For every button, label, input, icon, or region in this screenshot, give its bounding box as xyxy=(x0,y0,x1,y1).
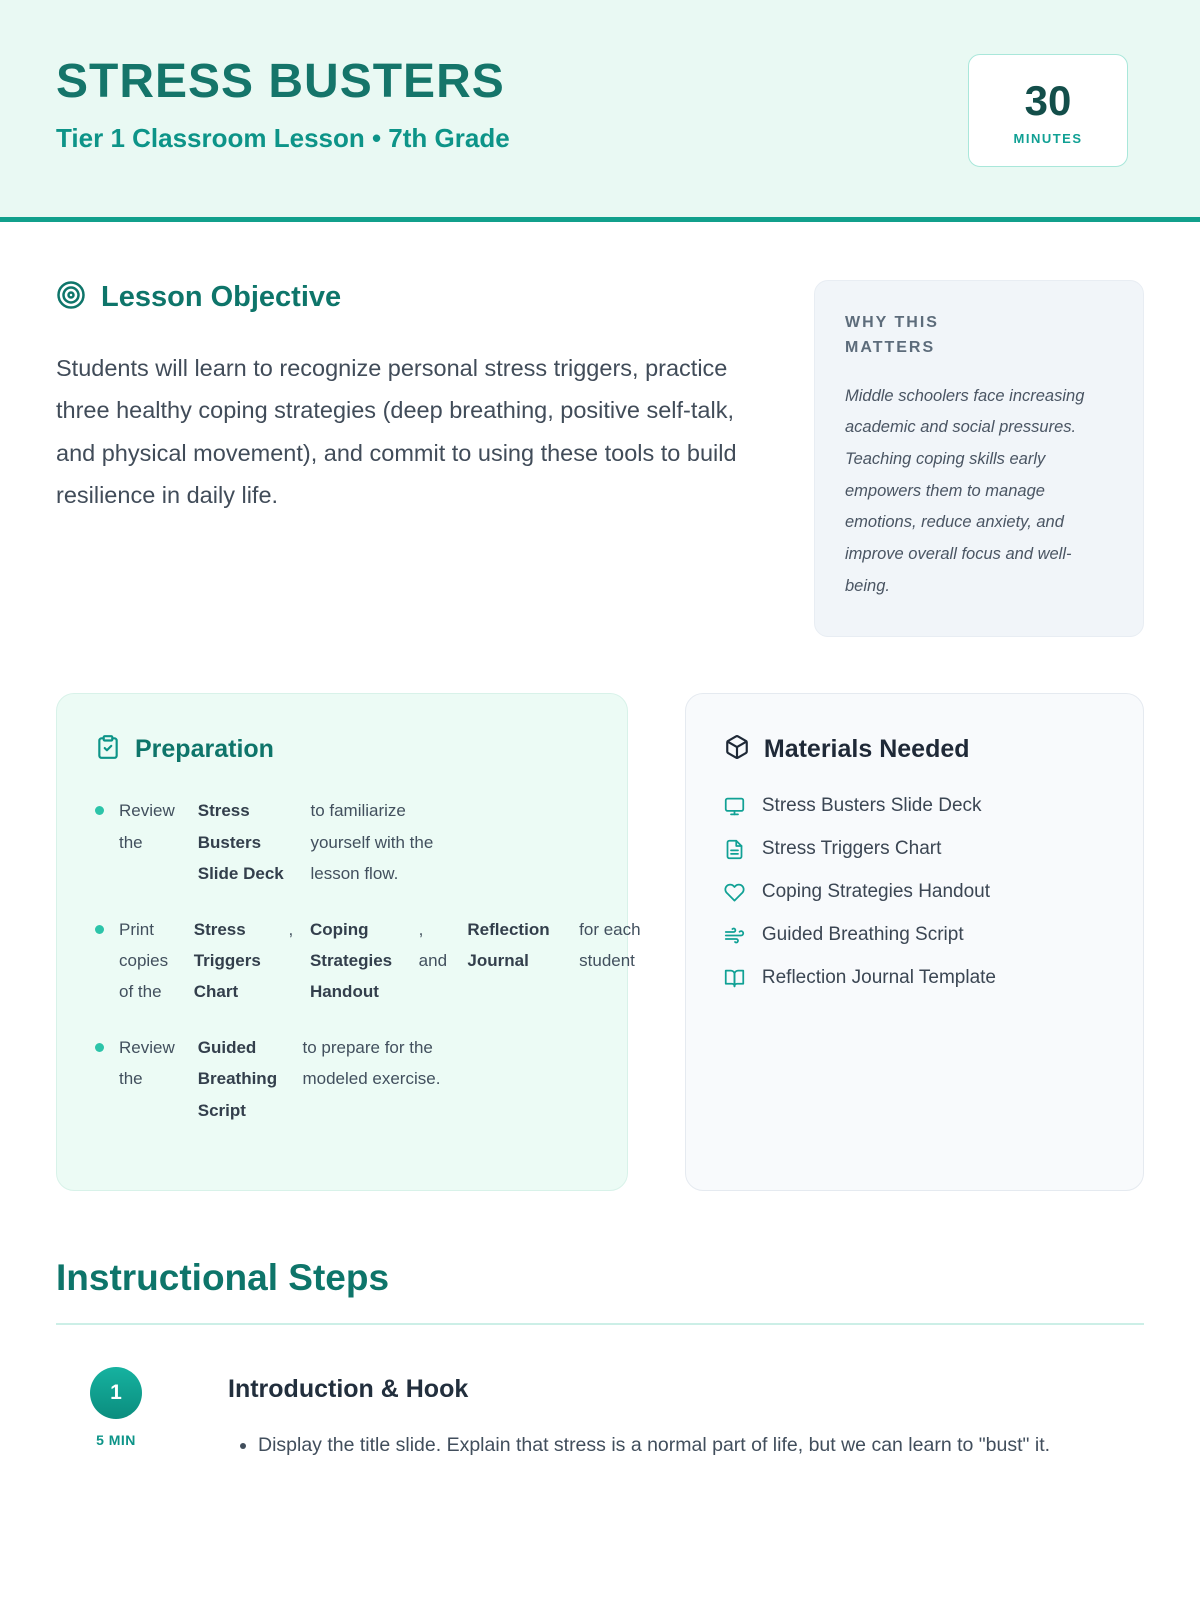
step-title: Introduction & Hook xyxy=(228,1375,469,1404)
prep-text-segment: to familiarize yourself with the lesson flow. xyxy=(310,801,434,884)
material-item xyxy=(724,924,1105,946)
prep-text-segment: , and xyxy=(418,919,448,971)
step-bullet: • Display the title slide. Explain that stress is a normal part of life, but we can learn to "bust" it. xyxy=(258,1428,1138,1463)
preparation-item-text xyxy=(119,914,641,1008)
step-bullet-list xyxy=(228,1428,1144,1463)
bullet-dot-icon xyxy=(95,1043,104,1052)
material-label: Guided Breathing Script xyxy=(761,924,964,946)
preparation-item-text xyxy=(119,1032,444,1126)
materials-card xyxy=(685,693,1144,1191)
preparation-item xyxy=(95,795,589,889)
duration-unit: MINUTES xyxy=(1013,131,1083,146)
package-icon xyxy=(724,734,750,765)
bullet-dot-icon xyxy=(95,806,104,815)
step-badge-column xyxy=(56,1367,176,1463)
step-number-badge: 1 xyxy=(90,1367,142,1419)
prep-text-segment: Print copies of the xyxy=(119,919,169,1002)
why-matters-heading: WHY THIS MATTERS xyxy=(845,314,939,356)
material-label: Stress Triggers Chart xyxy=(761,838,942,860)
preparation-item-text xyxy=(119,795,450,889)
material-item xyxy=(724,838,1105,860)
step-body xyxy=(228,1367,1144,1463)
preparation-item xyxy=(95,914,641,1008)
header-titles xyxy=(56,54,510,154)
prep-bold-segment: Coping Strategies Handout xyxy=(309,919,393,1002)
bullet-dot-icon xyxy=(95,925,104,934)
heart-icon xyxy=(724,882,745,903)
cards-row xyxy=(56,693,1144,1191)
prep-text-segment: Review the xyxy=(119,801,175,852)
instructional-steps-section xyxy=(56,1257,1144,1463)
objective-row xyxy=(56,280,1144,637)
preparation-item xyxy=(95,1032,589,1126)
book-open-icon xyxy=(724,968,745,989)
header xyxy=(0,0,1200,222)
target-icon xyxy=(56,280,86,315)
material-label: Stress Busters Slide Deck xyxy=(761,795,982,817)
material-item xyxy=(724,795,1105,817)
materials-heading-row xyxy=(724,734,1105,765)
materials-list xyxy=(724,795,1105,989)
material-label: Coping Strategies Handout xyxy=(761,881,991,903)
prep-text-segment: Review the xyxy=(119,1037,175,1089)
divider xyxy=(56,1323,1144,1325)
preparation-card xyxy=(56,693,641,1191)
prep-bold-segment: Guided Breathing Script xyxy=(197,1037,278,1120)
prep-text-segment: to prepare for the modeled exercise. xyxy=(302,1037,441,1089)
monitor-icon xyxy=(724,796,745,817)
material-item xyxy=(724,967,1105,989)
prep-bold-segment: Stress Busters Slide Deck xyxy=(197,801,284,884)
step-duration: 5 MIN xyxy=(96,1432,136,1449)
duration-value: 30 xyxy=(1024,77,1072,124)
objective-heading-row xyxy=(56,280,744,315)
steps-heading: Instructional Steps xyxy=(56,1257,390,1299)
duration-card xyxy=(968,54,1128,167)
preparation-list xyxy=(95,795,641,1126)
objective-body: Students will learn to recognize personal stress triggers, practice three healthy coping strategies (deep breathing, positive self-talk, and physical movement), and commit to using these tools to build resilience in daily life. xyxy=(56,355,737,508)
wind-icon xyxy=(724,925,745,946)
prep-text-segment: for each student xyxy=(579,919,641,971)
page-title: STRESS BUSTERS xyxy=(56,55,505,108)
preparation-heading: Preparation xyxy=(135,735,274,764)
prep-bold-segment: Stress Triggers Chart xyxy=(193,919,261,1002)
step-1 xyxy=(56,1367,1144,1463)
clipboard-icon xyxy=(95,734,121,765)
preparation-heading-row xyxy=(95,734,589,765)
material-item xyxy=(724,881,1105,903)
materials-heading: Materials Needed xyxy=(763,735,970,764)
material-label: Reflection Journal Template xyxy=(761,967,996,989)
lesson-objective-section xyxy=(56,280,744,516)
prep-bold-segment: Reflection Journal xyxy=(467,919,550,971)
why-matters-body: Middle schoolers face increasing academic and social pressures. Teaching coping skills early empowers them to manage emotions, reduce anxiety, and improve overall focus and well-being. xyxy=(845,386,1085,595)
file-text-icon xyxy=(724,839,745,860)
page-subtitle: Tier 1 Classroom Lesson • 7th Grade xyxy=(56,123,510,153)
main-content xyxy=(0,280,1200,1463)
objective-heading: Lesson Objective xyxy=(101,281,342,313)
prep-text-segment: , xyxy=(288,919,294,939)
why-this-matters-card xyxy=(814,280,1144,637)
